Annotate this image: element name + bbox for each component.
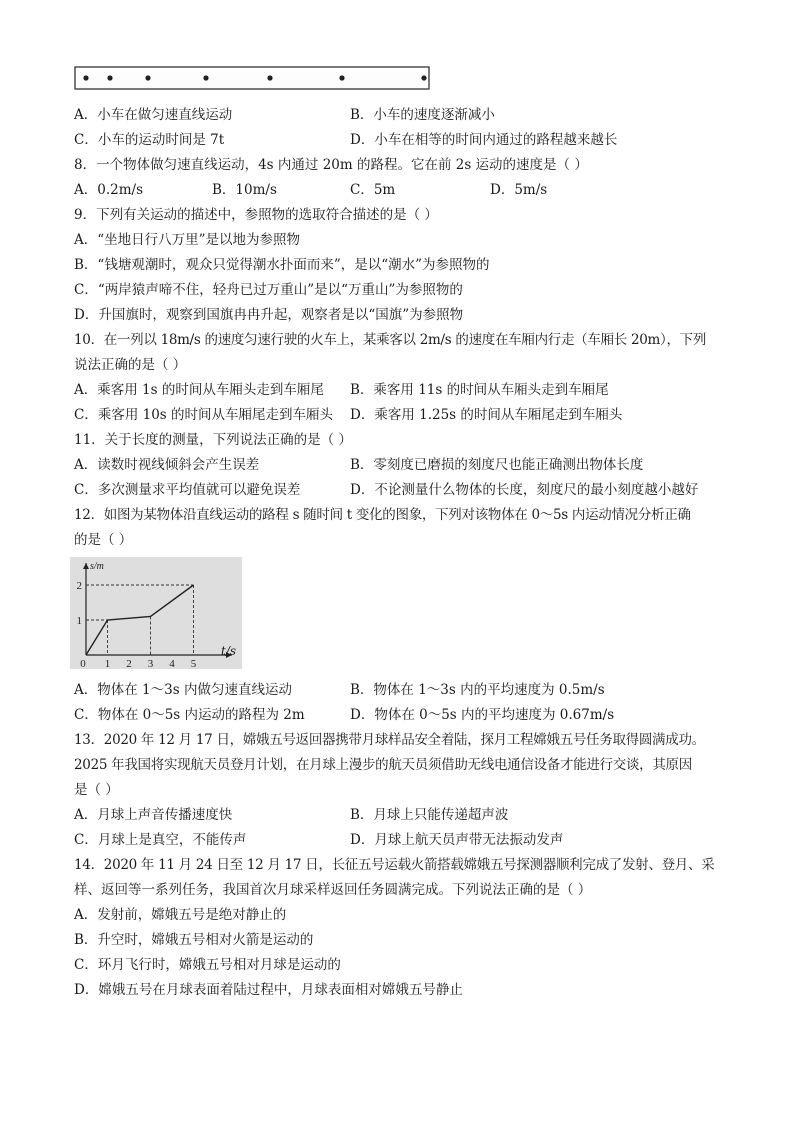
q9-option-c: C．“两岸猿声啼不住，轻舟已过万重山”是以“万重山”为参照物的 [74,282,463,298]
q7-option-b: B．小车的速度逐渐减小 [350,107,495,123]
q8-stem: 8．一个物体做匀速直线运动，4s 内通过 20m 的路程。它在前 2s 运动的速度是（ ） [74,157,588,173]
ticker-tape-figure [74,66,430,90]
q12-option-d: D．物体在 0～5s 内的平均速度为 0.67m/s [350,707,615,723]
q11-option-a: A．读数时视线倾斜会产生误差 [74,457,260,473]
q10-option-d: D．乘客用 1.25s 的时间从车厢尾走到车厢头 [350,407,623,423]
q14-option-a: A．发射前，嫦娥五号是绝对静止的 [74,907,287,923]
tape-dot [145,75,150,80]
q9-stem: 9．下列有关运动的描述中，参照物的选取符合描述的是（ ） [74,207,438,223]
q14-stem-line1: 14．2020 年 11 月 24 日至 12 月 17 日，长征五号运载火箭搭载嫦娥五号探测器顺利完成了发射、登月、采 [74,857,715,873]
x-tick-label-5: 5 [190,658,197,669]
q9-option-a: A．“坐地日行八万里”是以地为参照物 [74,232,301,248]
x-tick-label-0: 0 [80,658,86,669]
q10-option-c: C．乘客用 10s 的时间从车厢尾走到车厢头 [74,407,334,423]
tape-dot [83,75,88,80]
q10-option-b: B．乘客用 11s 的时间从车厢头走到车厢尾 [350,382,609,398]
q8-option-b: B．10m/s [212,182,277,198]
x-tick-label-1: 1 [104,658,111,669]
tape-dot [339,75,344,80]
q14-option-d: D．嫦娥五号在月球表面着陆过程中，月球表面相对嫦娥五号静止 [74,982,463,998]
tape-dot [203,75,208,80]
q14-option-b: B．升空时，嫦娥五号相对火箭是运动的 [74,932,314,948]
ticker-tape-strip [75,67,429,89]
q11-option-d: D．不论测量什么物体的长度，刻度尺的最小刻度越小越好 [350,482,699,498]
q11-option-c: C．多次测量求平均值就可以避免误差 [74,482,301,498]
q7-option-d: D．小车在相等的时间内通过的路程越来越长 [350,132,618,148]
x-tick-label-4: 4 [169,658,175,669]
q12-stem-line1: 12．如图为某物体沿直线运动的路程 s 随时间 t 变化的图象，下列对该物体在 0～5s 内运动情况分析正确 [74,507,691,523]
q10-stem-line1: 10．在一列以 18m/s 的速度匀速行驶的火车上，某乘客以 2m/s 的速度在车厢内行走（车厢长 20m），下列 [74,332,707,348]
q12-option-c: C．物体在 0～5s 内运动的路程为 2m [74,707,305,723]
q10-option-a: A．乘客用 1s 的时间从车厢头走到车厢尾 [74,382,324,398]
q12-option-a: A．物体在 1～3s 内做匀速直线运动 [74,682,292,698]
q13-stem-line2: 2025 年我国将实现航天员登月计划，在月球上漫步的航天员须借助无线电通信设备才能进行交谈，其原因 [74,757,692,773]
q13-option-d: D．月球上航天员声带无法振动发声 [350,832,564,848]
q13-option-b: B．月球上只能传递超声波 [350,807,509,823]
s-t-graph [70,557,242,669]
q7-option-a: A．小车在做匀速直线运动 [74,107,233,123]
q13-option-a: A．月球上声音传播速度快 [74,807,233,823]
q12-option-b: B．物体在 1～3s 内的平均速度为 0.5m/s [350,682,605,698]
q13-stem-line1: 13．2020 年 12 月 17 日，嫦娥五号返回器携带月球样品安全着陆，探月工程嫦娥五号任务取得圆满成功。 [74,732,705,748]
q9-option-b: B．“钱塘观潮时，观众只觉得潮水扑面而来”，是以“潮水”为参照物的 [74,257,490,273]
q10-stem-line2: 说法正确的是（ ） [74,357,187,373]
q7-option-c: C．小车的运动时间是 7t [74,132,225,148]
y-tick-label-2: 2 [76,580,82,592]
q8-option-c: C．5m [350,182,396,198]
q12-stem-line2: 的是（ ） [74,532,133,548]
tape-dot [267,75,272,80]
q11-option-b: B．零刻度已磨损的刻度尺也能正确测出物体长度 [350,457,644,473]
y-axis-label: s/m [90,561,104,572]
q14-option-c: C．环月飞行时，嫦娥五号相对月球是运动的 [74,957,341,973]
q9-option-d: D．升国旗时，观察到国旗冉冉升起，观察者是以“国旗”为参照物 [74,307,464,323]
q13-stem-line3: 是（ ） [74,782,119,798]
tape-dot [421,75,426,80]
x-axis-label: t/s [221,644,237,658]
q11-stem: 11．关于长度的测量，下列说法正确的是（ ） [74,432,352,448]
y-tick-label-1: 1 [76,615,82,627]
q14-stem-line2: 样、返回等一系列任务，我国首次月球采样返回任务圆满完成。下列说法正确的是（ ） [74,882,592,898]
q8-option-d: D．5m/s [490,182,548,198]
q13-option-c: C．月球上是真空，不能传声 [74,832,247,848]
q8-option-a: A．0.2m/s [74,182,143,198]
tape-dot [107,75,112,80]
x-tick-label-2: 2 [126,658,132,669]
x-tick-label-3: 3 [147,658,154,669]
